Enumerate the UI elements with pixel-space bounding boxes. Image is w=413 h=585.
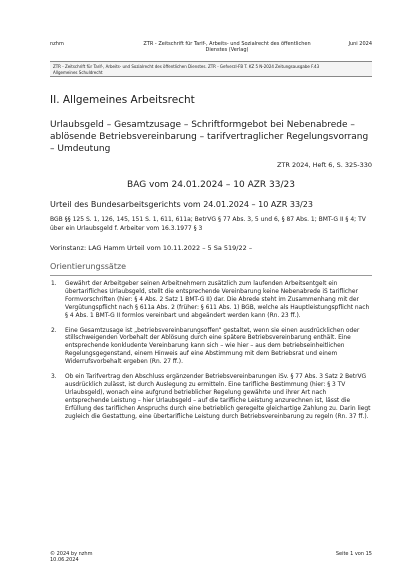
decision-title: Urlaubsgeld – Gesamtzusage – Schriftformgebot bei Nebenabrede – ablösende Betriebsvereinbarung – tarifvertraglicher Regelungsvorrang – Umdeutung — [50, 120, 369, 154]
lower-instance: Vorinstanz: LAG Hamm Urteil vom 10.11.2022 – 5 Sa 519/22 – — [50, 244, 253, 252]
header-right: Juni 2024 — [348, 41, 372, 47]
footer-copyright: © 2024 by nzhm — [50, 551, 93, 557]
item-number: 3. — [51, 374, 57, 381]
item-number: 2. — [51, 327, 57, 334]
list-item — [50, 374, 372, 421]
list-item — [50, 281, 372, 321]
footer-date: 10.06.2024 — [50, 557, 79, 563]
item-text: Eine Gesamtzusage ist „betriebsvereinbarungsoffen“ gestaltet, wenn sie einen ausdrücklichen oder stillschweigenden Vorbehalt der Ablösung durch eine spätere Betriebsvereinbarung enthält. Eine entsprechende konkludente Vereinbarung kann sich – wie hier – aus dem betriebseinheitlichen Regelungsgegenstand, einem Hinweis auf eine Abstimmung mit dem Betriebsrat und einem Widerrufsvorbehalt ergeben (Rn. 27 ff.). — [65, 327, 360, 366]
journal-reference: ZTR 2024, Heft 6, S. 325-330 — [276, 161, 372, 169]
footer-left — [50, 551, 92, 563]
court-decision-line: BAG vom 24.01.2024 – 10 AZR 33/23 — [127, 180, 295, 190]
item-text: Ob ein Tarifvertrag den Abschluss ergänzender Betriebsvereinbarungen iSv. § 77 Abs. 3 Satz 2 BetrVG ausdrücklich zulässt, ist durch Auslegung zu ermitteln. Eine tarifliche Bestimmung (hier: § 3 TV Urlaubsgeld), wonach eine aufgrund betrieblicher Regelung gewährte und ihrer Art nach entsprechende Leistung – hier Urlaubsgeld – auf die tarifliche Leistung anzurechnen ist, lässt die Erfüllung des tariflichen Anspruchs durch eine betrieblich geregelte gleichartige Zahlung zu. Darin liegt zugleich die Gestattung, eine übertarifliche Leistung durch Betriebsvereinbarung zu regeln (Rn. 37 ff.). — [65, 374, 371, 420]
item-number: 1. — [51, 281, 57, 287]
citation-line1: ZTR - Zeitschrift für Tarif-, Arbeits- und Sozialrecht des öffentlichen Dienstes. ZTR - Gefverzl-FB T. KZ 5 N-2024 Zeitungsausgabe F.43 — [53, 64, 320, 69]
orientation-heading: Orientierungssätze — [50, 262, 127, 271]
header-center-line2: Dienstes (Verlag) — [205, 47, 249, 53]
norms-list: BGB §§ 125 S. 1, 126, 145, 151 S. 1, 611, 611a; BetrVG § 77 Abs. 3, 5 und 6, § 87 Abs. 1; BMT-G II § 4; TV über ein Urlaubsgeld f. Arbeiter vom 16.3.1977 § 3 — [50, 216, 366, 232]
section-heading: II. Allgemeines Arbeitsrecht — [50, 94, 195, 106]
citation-line2: Allgemeines Schuldrecht — [53, 69, 103, 75]
header-center — [132, 41, 322, 53]
header-left: nzhm — [50, 41, 64, 47]
orientation-items — [50, 281, 372, 429]
citation-box — [50, 61, 372, 77]
page-number: Seite 1 von 15 — [335, 551, 372, 557]
header-center-line1: ZTR - Zeitschrift für Tarif-, Arbeits- und Sozialrecht des öffentlichen — [143, 41, 311, 47]
item-text: Gewährt der Arbeitgeber seinen Arbeitnehmern zusätzlich zum laufenden Arbeitsentgelt ein übertarifliches Urlaubsgeld, stellt die entsprechende Vereinbarung keine Nebenabrede iS tariflicher Formvorschriften (hier: § 4 Abs. 2 Satz 1 BMT-G II) dar. Die Abrede steht im Zusammenhang mit der Vergütungspflicht nach § 611a Abs. 2 (früher: § 611 Abs. 1) BGB, welche als Hauptleistungspflicht nach § 4 Abs. 1 BMT-G II formlos vereinbart und abgeändert werden kann (Rn. 23 ff.). — [65, 281, 370, 319]
list-item — [50, 328, 372, 368]
judgment-line: Urteil des Bundesarbeitsgerichts vom 24.01.2024 – 10 AZR 33/23 — [50, 200, 313, 209]
divider — [50, 275, 372, 276]
